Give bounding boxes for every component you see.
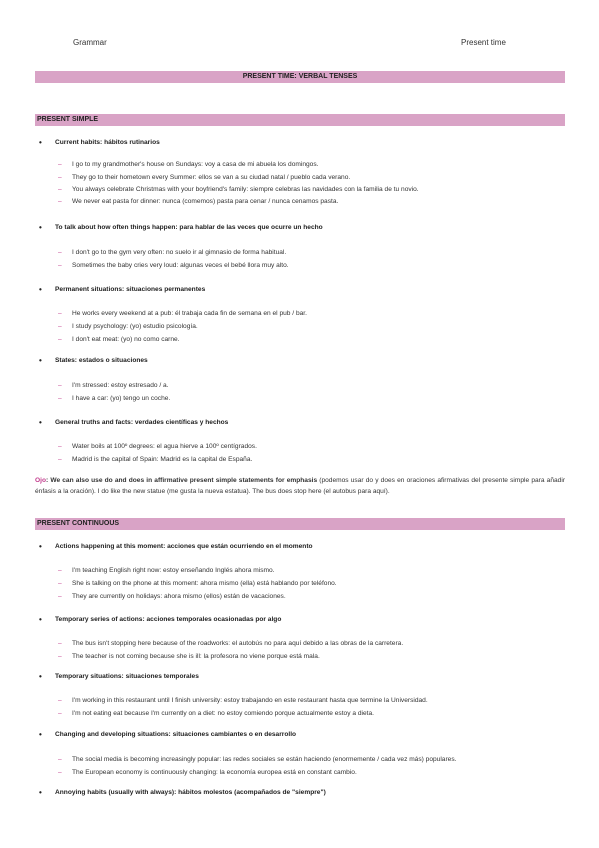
header-left: Grammar: [73, 38, 107, 47]
section-present-continuous: PRESENT CONTINUOUS: [35, 518, 565, 530]
emphasis-note: [35, 475, 565, 497]
note-bold: : We can also use do and does in affirmative present simple statements for emphasis: [46, 477, 318, 484]
section-present-simple: PRESENT SIMPLE: [35, 114, 565, 126]
page-title: PRESENT TIME: VERBAL TENSES: [35, 71, 565, 83]
note-rest: (podemos usar do y does en oraciones afirmativas del presente simple para añadir énfasis a la oración). I do like the new statue (me gusta la nueva estatua). The bus does stop here (el autobus para aquí).: [35, 477, 566, 495]
note-ojo: Ojo: [35, 477, 46, 484]
header-right: Present time: [461, 38, 506, 47]
